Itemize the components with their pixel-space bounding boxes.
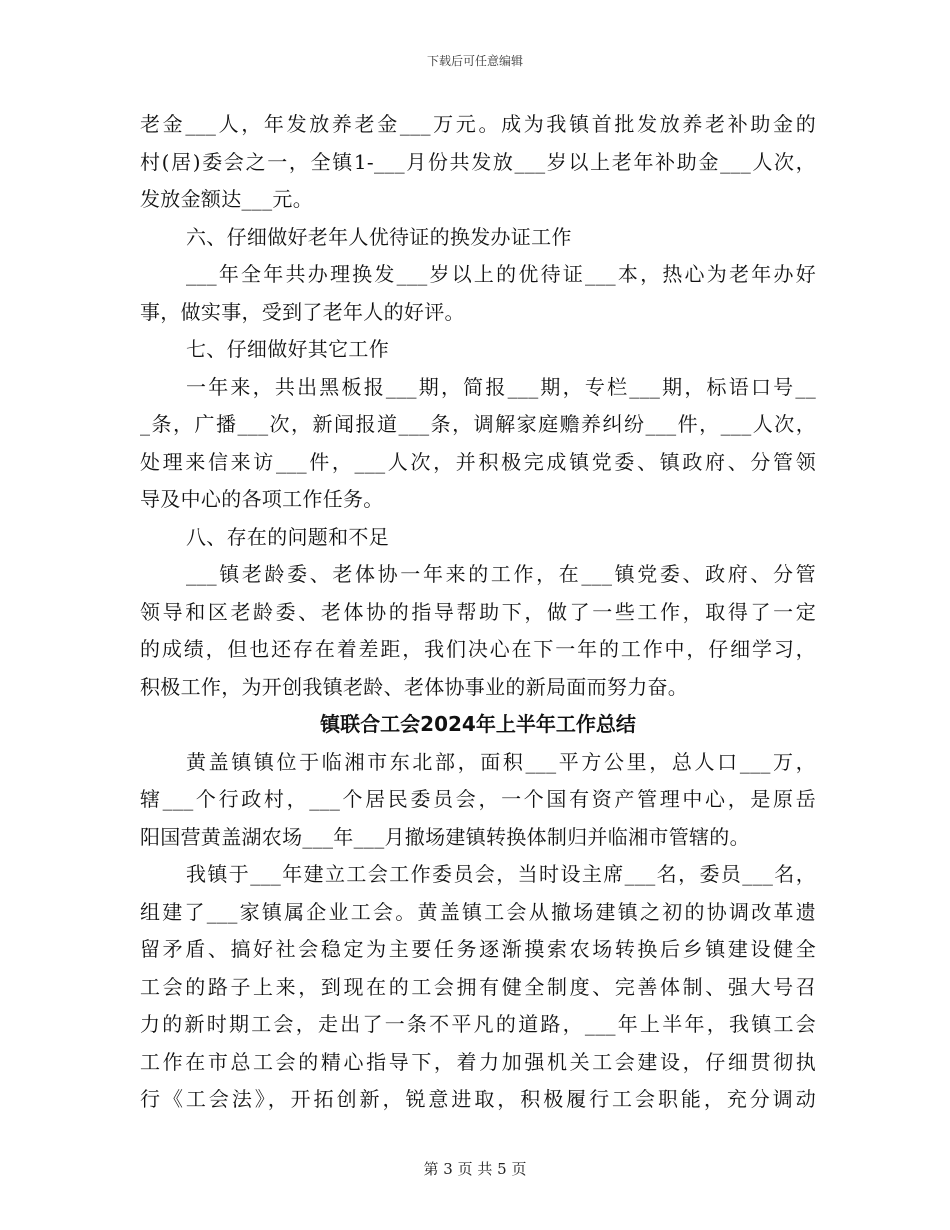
document-body	[140, 106, 816, 1119]
body-line: 行《工会法》，开拓创新，锐意进取，积极履行工会职能，充分调动	[140, 1087, 816, 1111]
body-line: 我镇于___年建立工会工作委员会，当时设主席___名，委员___名，	[186, 862, 816, 886]
body-line: 积极工作，为开创我镇老龄、老体协事业的新局面而努力奋。	[140, 674, 689, 699]
page-number: 第 3 页 共 5 页	[423, 1160, 527, 1178]
body-line: 工会的路子上来，到现在的工会拥有健全制度、完善体制、强大号召	[140, 974, 816, 999]
section-heading-8: 八、存在的问题和不足	[186, 524, 389, 549]
page-header-note: 下载后可任意编辑	[426, 54, 523, 68]
body-line: 留矛盾、搞好社会稳定为主要任务逐渐摸索农场转换后乡镇建设健全	[140, 937, 816, 961]
body-line: 工作在市总工会的精心指导下，着力加强机关工会建设，仔细贯彻执	[140, 1049, 816, 1074]
body-line: 发放金额达___元。	[140, 187, 313, 211]
body-line: 老金___人，年发放养老金___万元。成为我镇首批发放养老补助金的	[140, 112, 816, 136]
body-line: 事，做实事，受到了老年人的好评。	[140, 299, 465, 324]
section-heading-6: 六、仔细做好老年人优待证的换发办证工作	[186, 224, 572, 249]
body-line: ___年全年共办理换发___岁以上的优待证___本，热心为老年办好	[186, 262, 816, 286]
section-heading-7: 七、仔细做好其它工作	[186, 337, 389, 361]
body-line: 力的新时期工会，走出了一条不平凡的道路，___年上半年，我镇工会	[140, 1012, 816, 1036]
document-title: 镇联合工会2024年上半年工作总结	[320, 712, 636, 736]
body-line: 的成绩，但也还存在着差距，我们决心在下一年的工作中，仔细学习，	[140, 637, 816, 661]
body-line: ___镇老龄委、老体协一年来的工作，在___镇党委、政府、分管	[186, 562, 816, 586]
body-line: 村(居)委会之一，全镇1-___月份共发放___岁以上老年补助金___人次，	[140, 149, 816, 174]
body-line: 处理来信来访___件，___人次，并积极完成镇党委、镇政府、分管领	[140, 449, 816, 474]
body-line: 阳国营黄盖湖农场___年___月撤场建镇转换体制归并临湘市管辖的。	[140, 824, 750, 849]
body-line: 领导和区老龄委、老体协的指导帮助下，做了一些工作，取得了一定	[140, 599, 816, 624]
body-line: 导及中心的各项工作任务。	[140, 487, 384, 511]
body-line: 一年来，共出黑板报___期，简报___期，专栏___期，标语口号__	[186, 374, 816, 399]
body-line: 辖___个行政村，___个居民委员会，一个国有资产管理中心，是原岳	[140, 787, 816, 811]
body-line: 组建了___家镇属企业工会。黄盖镇工会从撤场建镇之初的协调改革遗	[140, 899, 816, 924]
body-line: 黄盖镇镇位于临湘市东北部，面积___平方公里，总人口___万，	[186, 749, 816, 774]
body-line: _条，广播___次，新闻报道___条，调解家庭赡养纠纷___件，___人次，	[140, 412, 816, 436]
